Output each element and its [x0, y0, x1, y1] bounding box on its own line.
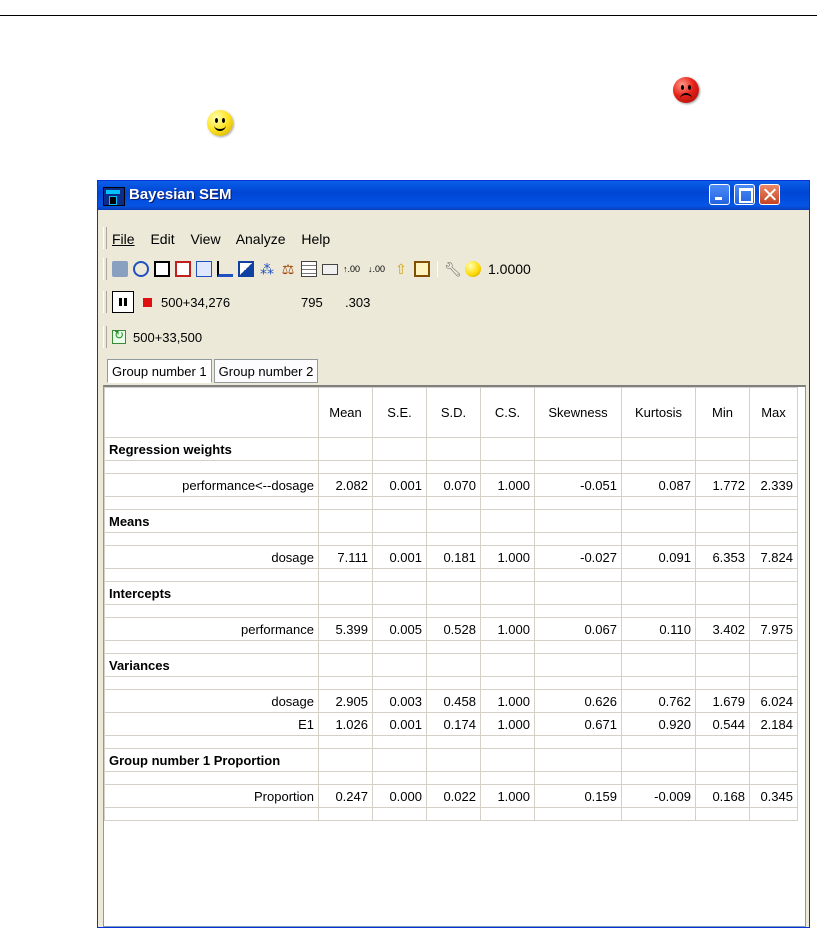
empty-cell: [535, 808, 622, 821]
results-grid: [103, 385, 806, 927]
empty-cell: [622, 749, 696, 772]
spacer-row: [105, 497, 798, 510]
empty-cell: [373, 808, 427, 821]
table-row[interactable]: [105, 785, 798, 808]
empty-cell: [319, 808, 373, 821]
empty-cell: [696, 808, 750, 821]
empty-cell: [696, 749, 750, 772]
group-tabs: [107, 359, 320, 383]
empty-cell: [427, 736, 481, 749]
run-status-bar: [112, 291, 370, 313]
stat-cell: 0.174: [427, 713, 481, 736]
empty-cell: [696, 772, 750, 785]
empty-cell: [696, 569, 750, 582]
title-bar[interactable]: [98, 181, 809, 210]
empty-cell: [696, 677, 750, 690]
empty-cell: [427, 497, 481, 510]
section-row: [105, 582, 798, 605]
empty-cell: [622, 677, 696, 690]
empty-cell: [105, 736, 319, 749]
empty-cell: [622, 808, 696, 821]
checkbox-icon[interactable]: [175, 261, 191, 277]
stat-cell: 0.544: [696, 713, 750, 736]
balance-icon[interactable]: ⚖: [281, 261, 295, 277]
empty-cell: [622, 461, 696, 474]
table-row[interactable]: [105, 546, 798, 569]
empty-cell: [622, 605, 696, 618]
stat-cell: 0.159: [535, 785, 622, 808]
empty-cell: [535, 510, 622, 533]
empty-cell: [373, 497, 427, 510]
empty-cell: [373, 641, 427, 654]
spacer-row: [105, 772, 798, 785]
empty-cell: [105, 605, 319, 618]
grid-icon[interactable]: [301, 261, 317, 277]
empty-cell: [750, 641, 798, 654]
wrench-icon[interactable]: 🔧︎: [444, 261, 462, 277]
spacer-row: [105, 605, 798, 618]
empty-cell: [750, 749, 798, 772]
stat-cell: 0.110: [622, 618, 696, 641]
empty-cell: [105, 772, 319, 785]
spacer-row: [105, 736, 798, 749]
empty-cell: [750, 533, 798, 546]
empty-cell: [319, 677, 373, 690]
section-title: Group number 1 Proportion: [105, 749, 319, 772]
stat-cell: 6.353: [696, 546, 750, 569]
empty-cell: [481, 582, 535, 605]
empty-cell: [622, 510, 696, 533]
empty-cell: [535, 677, 622, 690]
retained-status: [112, 326, 202, 348]
empty-cell: [696, 641, 750, 654]
empty-cell: [481, 736, 535, 749]
empty-cell: [319, 569, 373, 582]
table-row[interactable]: [105, 690, 798, 713]
empty-cell: [319, 641, 373, 654]
stat-cell: 6.024: [750, 690, 798, 713]
samples-count: 500+34,276: [161, 294, 231, 310]
stat-cell: 0.001: [373, 474, 427, 497]
stat-cell: 2.184: [750, 713, 798, 736]
empty-cell: [319, 582, 373, 605]
empty-cell: [481, 641, 535, 654]
stat-cell: 1.679: [696, 690, 750, 713]
empty-cell: [750, 569, 798, 582]
empty-cell: [481, 749, 535, 772]
parameter-name: Proportion: [105, 785, 319, 808]
retained-grip[interactable]: [103, 326, 107, 348]
empty-cell: [535, 772, 622, 785]
stat-cell: 1.000: [481, 785, 535, 808]
menu-edit[interactable]: Edit: [150, 231, 175, 247]
empty-cell: [696, 510, 750, 533]
section-title: Means: [105, 510, 319, 533]
empty-cell: [535, 438, 622, 461]
empty-cell: [319, 772, 373, 785]
empty-cell: [373, 438, 427, 461]
empty-cell: [427, 438, 481, 461]
empty-cell: [427, 582, 481, 605]
empty-cell: [373, 749, 427, 772]
copy-icon[interactable]: [196, 261, 212, 277]
empty-cell: [427, 569, 481, 582]
empty-cell: [373, 605, 427, 618]
empty-cell: [319, 654, 373, 677]
empty-cell: [481, 808, 535, 821]
empty-cell: [696, 605, 750, 618]
empty-cell: [750, 772, 798, 785]
stat-cell: 0.067: [535, 618, 622, 641]
empty-cell: [427, 605, 481, 618]
results-table: [104, 387, 798, 821]
stat-cell: 0.247: [319, 785, 373, 808]
happy-face-icon: [207, 110, 233, 136]
toolbar-grip[interactable]: [103, 258, 107, 280]
empty-cell: [622, 736, 696, 749]
stat-cell: 0.091: [622, 546, 696, 569]
stat-cell: 0.762: [622, 690, 696, 713]
column-header[interactable]: Min: [696, 388, 750, 438]
empty-cell: [427, 641, 481, 654]
empty-cell: [696, 736, 750, 749]
stat-cell: 0.458: [427, 690, 481, 713]
empty-cell: [373, 569, 427, 582]
empty-cell: [373, 582, 427, 605]
stat-cell: 0.001: [373, 546, 427, 569]
empty-cell: [696, 533, 750, 546]
empty-cell: [427, 654, 481, 677]
stat-cell: 1.000: [481, 618, 535, 641]
table-row[interactable]: [105, 474, 798, 497]
empty-cell: [750, 497, 798, 510]
empty-cell: [105, 808, 319, 821]
stop-button[interactable]: [143, 298, 152, 307]
empty-cell: [622, 641, 696, 654]
spacer-row: [105, 533, 798, 546]
empty-cell: [750, 736, 798, 749]
empty-cell: [481, 654, 535, 677]
empty-cell: [481, 461, 535, 474]
empty-cell: [427, 677, 481, 690]
stat-cell: 1.026: [319, 713, 373, 736]
stat-cell: 3.402: [696, 618, 750, 641]
empty-cell: [535, 497, 622, 510]
stat-cell: 2.082: [319, 474, 373, 497]
empty-cell: [319, 510, 373, 533]
empty-cell: [427, 533, 481, 546]
graph-icon[interactable]: [217, 261, 233, 277]
stat-cell: 0.345: [750, 785, 798, 808]
empty-cell: [535, 533, 622, 546]
empty-cell: [750, 461, 798, 474]
table-icon[interactable]: [322, 264, 338, 275]
stat-cell: 7.824: [750, 546, 798, 569]
empty-cell: [535, 736, 622, 749]
empty-cell: [319, 438, 373, 461]
parameter-name: performance<--dosage: [105, 474, 319, 497]
menu-help[interactable]: Help: [301, 231, 331, 247]
section-title: Intercepts: [105, 582, 319, 605]
column-header[interactable]: Mean: [319, 388, 373, 438]
precision-value: 1.0000: [488, 261, 531, 277]
stat-cell: 0.671: [535, 713, 622, 736]
stat-cell: 1.000: [481, 546, 535, 569]
empty-cell: [373, 461, 427, 474]
window-title: Bayesian SEM: [129, 186, 232, 203]
empty-cell: [622, 533, 696, 546]
empty-cell: [696, 497, 750, 510]
stat-cell: 2.339: [750, 474, 798, 497]
pause-button[interactable]: [112, 291, 134, 313]
book-icon[interactable]: [414, 261, 430, 277]
empty-cell: [105, 497, 319, 510]
empty-cell: [750, 605, 798, 618]
print-icon[interactable]: [112, 261, 128, 277]
stat-cell: 0.920: [622, 713, 696, 736]
empty-cell: [481, 533, 535, 546]
empty-cell: [481, 438, 535, 461]
stat-cell: -0.027: [535, 546, 622, 569]
stat-cell: 0.168: [696, 785, 750, 808]
empty-cell: [535, 569, 622, 582]
retained-samples: 500+33,500: [133, 329, 203, 345]
parameter-name: dosage: [105, 690, 319, 713]
empty-cell: [373, 736, 427, 749]
toolbar-separator: [437, 261, 438, 277]
menubar-grip[interactable]: [103, 227, 107, 249]
empty-cell: [622, 654, 696, 677]
stat-cell: 0.528: [427, 618, 481, 641]
column-header[interactable]: C.S.: [481, 388, 535, 438]
stat-cell: 0.003: [373, 690, 427, 713]
toolbar: [112, 259, 531, 279]
stat-cell: 1.000: [481, 690, 535, 713]
parameter-name: performance: [105, 618, 319, 641]
stat-cell: 1.000: [481, 713, 535, 736]
decrease-decimals-icon[interactable]: ↓.00: [368, 264, 386, 274]
empty-cell: [622, 497, 696, 510]
parameter-name: E1: [105, 713, 319, 736]
spacer-row: [105, 641, 798, 654]
empty-cell: [535, 654, 622, 677]
empty-cell: [481, 677, 535, 690]
empty-cell: [105, 677, 319, 690]
empty-cell: [373, 654, 427, 677]
section-title: Regression weights: [105, 438, 319, 461]
section-row: [105, 654, 798, 677]
amos-app-icon: [103, 187, 125, 206]
empty-cell: [427, 749, 481, 772]
empty-cell: [696, 582, 750, 605]
column-header[interactable]: Skewness: [535, 388, 622, 438]
empty-cell: [105, 461, 319, 474]
empty-cell: [481, 772, 535, 785]
stat-cell: 7.111: [319, 546, 373, 569]
empty-cell: [105, 533, 319, 546]
stat-cell: 0.005: [373, 618, 427, 641]
stat-cell: 0.181: [427, 546, 481, 569]
stat-cell: 2.905: [319, 690, 373, 713]
stat-cell: 0.000: [373, 785, 427, 808]
table-row[interactable]: [105, 713, 798, 736]
stat-cell: -0.009: [622, 785, 696, 808]
increase-decimals-icon[interactable]: ↑.00: [343, 264, 361, 274]
empty-cell: [427, 510, 481, 533]
bayesian-sem-window: [97, 180, 810, 928]
column-header[interactable]: Max: [750, 388, 798, 438]
stat-cell: -0.051: [535, 474, 622, 497]
column-header[interactable]: [105, 388, 319, 438]
stat-cell: 0.087: [622, 474, 696, 497]
empty-cell: [750, 582, 798, 605]
parameter-name: dosage: [105, 546, 319, 569]
empty-cell: [427, 808, 481, 821]
empty-cell: [535, 582, 622, 605]
empty-cell: [696, 654, 750, 677]
empty-cell: [750, 677, 798, 690]
stat-cell: 0.022: [427, 785, 481, 808]
empty-cell: [427, 461, 481, 474]
empty-cell: [373, 772, 427, 785]
empty-cell: [105, 569, 319, 582]
empty-cell: [750, 438, 798, 461]
empty-cell: [427, 772, 481, 785]
picture-icon[interactable]: [238, 261, 254, 277]
column-header[interactable]: Kurtosis: [622, 388, 696, 438]
empty-cell: [373, 510, 427, 533]
minimize-button[interactable]: [709, 184, 730, 205]
empty-cell: [535, 461, 622, 474]
stat-cell: 5.399: [319, 618, 373, 641]
empty-cell: [622, 582, 696, 605]
empty-cell: [319, 749, 373, 772]
people-icon[interactable]: ⁂: [260, 261, 274, 277]
empty-cell: [373, 533, 427, 546]
maximize-button[interactable]: [734, 184, 755, 205]
refresh-icon[interactable]: [112, 330, 126, 344]
smiley-icon[interactable]: [465, 261, 481, 277]
menu-view[interactable]: View: [190, 231, 221, 247]
spacer-row: [105, 677, 798, 690]
stat-cell: 0.626: [535, 690, 622, 713]
stat-cell: 0.001: [373, 713, 427, 736]
stat-cell: 1.000: [481, 474, 535, 497]
copy-page-icon[interactable]: [154, 261, 170, 277]
tab-group-1[interactable]: Group number 1: [107, 359, 212, 383]
empty-cell: [535, 605, 622, 618]
empty-cell: [481, 497, 535, 510]
menu-file[interactable]: File: [112, 231, 135, 247]
empty-cell: [319, 533, 373, 546]
empty-cell: [622, 772, 696, 785]
runbar-grip[interactable]: [103, 291, 107, 313]
zoom-icon[interactable]: [133, 261, 149, 277]
empty-cell: [696, 461, 750, 474]
empty-cell: [481, 510, 535, 533]
empty-cell: [696, 438, 750, 461]
empty-cell: [481, 605, 535, 618]
arrow-up-icon[interactable]: ⇧: [395, 261, 407, 277]
acceptance-rate: .303: [345, 294, 371, 310]
empty-cell: [750, 510, 798, 533]
section-row: [105, 749, 798, 772]
column-header[interactable]: S.D.: [427, 388, 481, 438]
spacer-row: [105, 808, 798, 821]
menu-analyze[interactable]: Analyze: [235, 231, 286, 247]
empty-cell: [750, 808, 798, 821]
spacer-row: [105, 569, 798, 582]
sad-face-icon: [673, 77, 699, 103]
menubar: [112, 231, 342, 247]
empty-cell: [535, 749, 622, 772]
stat-cell: 0.070: [427, 474, 481, 497]
empty-cell: [622, 569, 696, 582]
table-row[interactable]: [105, 618, 798, 641]
empty-cell: [319, 736, 373, 749]
empty-cell: [373, 677, 427, 690]
top-rule: [0, 15, 817, 16]
empty-cell: [105, 641, 319, 654]
stat-cell: 7.975: [750, 618, 798, 641]
empty-cell: [319, 605, 373, 618]
close-button[interactable]: [759, 184, 780, 205]
spacer-row: [105, 461, 798, 474]
empty-cell: [481, 569, 535, 582]
empty-cell: [750, 654, 798, 677]
tab-group-2[interactable]: Group number 2: [214, 359, 319, 383]
section-title: Variances: [105, 654, 319, 677]
section-row: [105, 510, 798, 533]
empty-cell: [319, 461, 373, 474]
section-row: [105, 438, 798, 461]
column-header[interactable]: S.E.: [373, 388, 427, 438]
accepted-count: 795: [301, 294, 323, 310]
empty-cell: [622, 438, 696, 461]
header-row: [105, 388, 798, 438]
stat-cell: 1.772: [696, 474, 750, 497]
empty-cell: [319, 497, 373, 510]
empty-cell: [535, 641, 622, 654]
